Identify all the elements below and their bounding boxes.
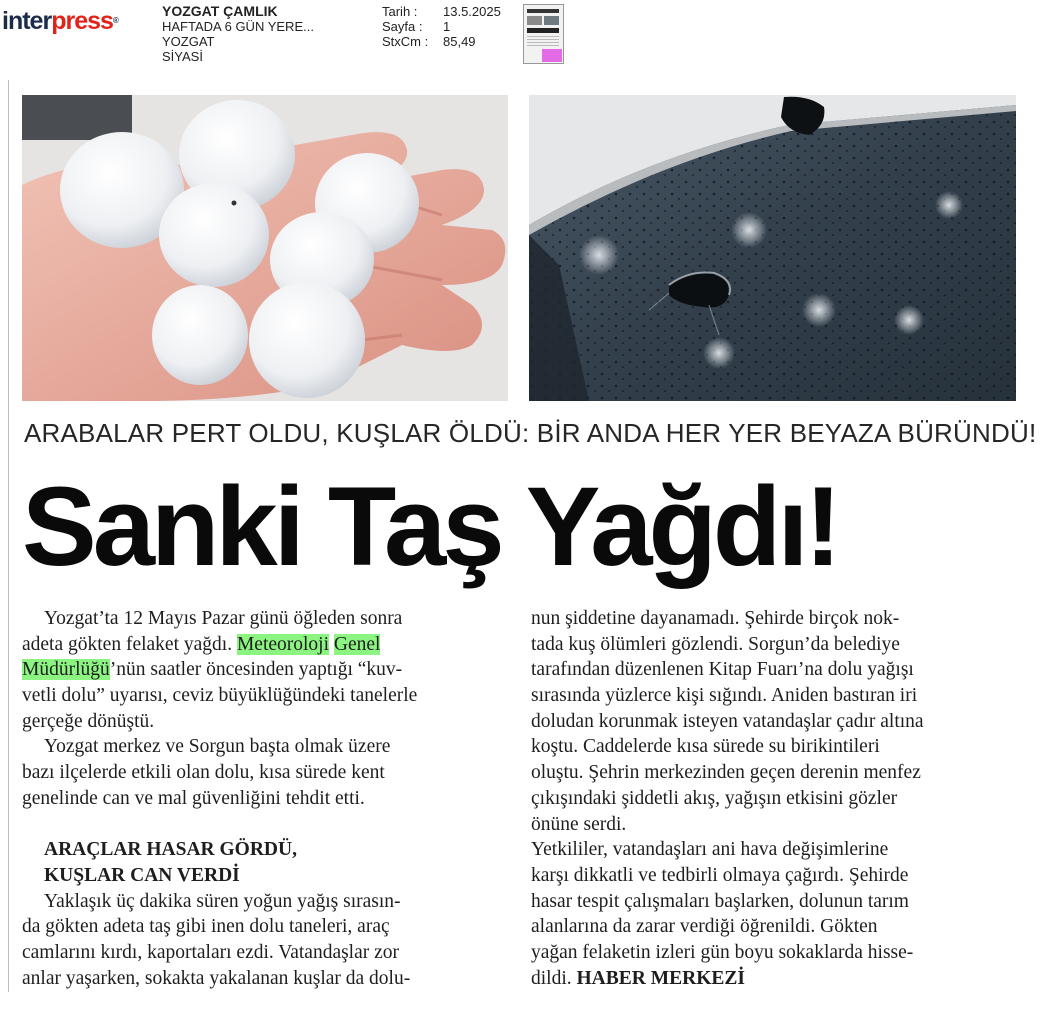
text-line: Yetkililer, vatandaşları ani hava değişimlerine — [531, 839, 889, 861]
text-line: bazı ilçelerde etkili olan dolu, kısa sürede kent — [22, 762, 385, 784]
text-line: oluştu. Şehrin merkezinden geçen derenin menfez — [531, 762, 921, 784]
text-line: karşı dikkatli ve tedbirli olmaya çağırdı. Şehirde — [531, 864, 909, 886]
page-thumbnail[interactable] — [523, 4, 564, 64]
clipping-summary: HAFTADA 6 GÜN YERE... — [162, 19, 314, 34]
page-value: 1 — [443, 19, 451, 34]
text-line: doludan korunmak isteyen vatandaşlar çadır altına — [531, 710, 924, 732]
text-line: koştu. Caddelerde kısa sürede su birikintileri — [531, 736, 880, 758]
article-headline: Sanki Taş Yağdı! — [22, 464, 838, 589]
stxcm-value: 85,49 — [443, 34, 476, 49]
text-line: nun şiddetine dayanamadı. Şehirde birçok nok- — [531, 608, 900, 629]
article-signature: HABER MERKEZİ — [576, 967, 745, 989]
text-line: camlarını kırdı, kaportaları ezdi. Vatandaşlar zor — [22, 941, 400, 963]
broken-car-window-photo — [529, 95, 1016, 401]
text-line: sırasında yüzlerce kişi sığındı. Aniden bastıran iri — [531, 685, 918, 707]
text-line: tarafından düzenlenen Kitap Fuarı’na dolu yağışı — [531, 659, 914, 681]
margin-rule — [8, 80, 9, 992]
highlighted-keyword: Müdürlüğü — [22, 659, 110, 681]
subheading: ARAÇLAR HASAR GÖRDÜ, — [44, 839, 297, 861]
text-line: genelinde can ve mal güvenliğini tehdit etti. — [22, 787, 365, 809]
text-line: önüne serdi. — [531, 813, 627, 835]
text-run: dildi. — [531, 967, 572, 989]
article-column-right — [531, 606, 1021, 991]
logo-registered-mark: ® — [112, 16, 118, 25]
page-label: Sayfa : — [382, 19, 423, 34]
clipping-category: SİYASİ — [162, 49, 203, 64]
date-label: Tarih : — [382, 4, 418, 19]
logo-press-text: press — [51, 7, 113, 35]
highlighted-keyword: Meteoroloji — [236, 633, 330, 655]
text-line: hasar tespit çalışmaları başlarken, dolunun tarım — [531, 890, 909, 912]
text-line: Yozgat’ta 12 Mayıs Pazar günü öğleden sonra — [44, 608, 403, 629]
text-line — [22, 657, 507, 683]
clipping-meta-values — [443, 4, 501, 49]
text-line: Yaklaşık üç dakika süren yoğun yağış sırasın- — [44, 890, 401, 912]
text-line — [22, 632, 507, 658]
highlighted-keyword: Genel — [333, 633, 381, 655]
text-line: tada kuş ölümleri gözlendi. Sorgun’da belediye — [531, 633, 900, 655]
publication-name: YOZGAT ÇAMLIK — [162, 3, 278, 19]
hailstones-in-hand-photo — [22, 95, 508, 401]
text-line — [531, 966, 1021, 992]
text-line: gerçeğe dönüştü. — [22, 710, 155, 732]
text-line: çıkışındaki şiddetli akış, yağışın etkisini gözler — [531, 787, 898, 809]
text-line: yağan felaketin izleri gün boyu sokaklarda hisse- — [531, 941, 914, 963]
stxcm-label: StxCm : — [382, 34, 429, 49]
article-column-left — [22, 606, 507, 991]
clipping-city: YOZGAT — [162, 34, 215, 49]
text-line: da gökten adeta taş gibi inen dolu taneleri, araç — [22, 916, 390, 938]
clipping-meta-labels — [382, 4, 428, 49]
text-line: anlar yaşarken, sokakta yakalanan kuşlar da dolu- — [22, 967, 411, 989]
text-line: alanlarına da zarar verdiği öğrenildi. Gökten — [531, 916, 878, 938]
date-value: 13.5.2025 — [443, 4, 501, 19]
text-run: adeta gökten felaket yağdı. — [22, 633, 233, 655]
logo-inter-text: inter — [2, 7, 52, 35]
subheading: KUŞLAR CAN VERDİ — [44, 864, 240, 886]
text-run: ’nün saatler öncesinden yaptığı “kuv- — [109, 659, 403, 681]
text-line: vetli dolu” uyarısı, ceviz büyüklüğündeki tanelerle — [22, 685, 418, 707]
text-line: Yozgat merkez ve Sorgun başta olmak üzere — [44, 736, 391, 758]
article-kicker: ARABALAR PERT OLDU, KUŞLAR ÖLDÜ: BİR ANDA HER YER BEYAZA BÜRÜNDÜ! — [24, 418, 1037, 448]
clipping-info — [162, 4, 314, 64]
interpress-logo — [2, 6, 118, 36]
